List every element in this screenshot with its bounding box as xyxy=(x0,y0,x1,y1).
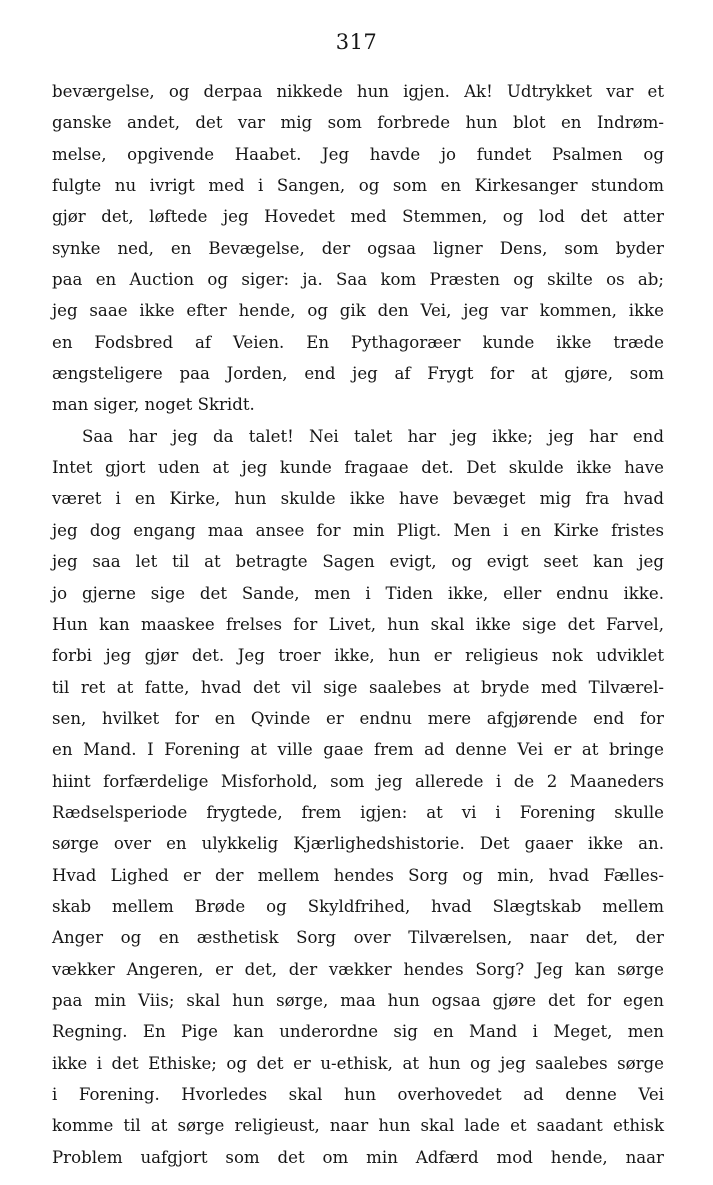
text-line: Regning. En Pige kan underordne sig en Mand i Meget, men xyxy=(52,1022,664,1042)
text-line: ganske andet, det var mig som forbrede hun blot en Indrøm- xyxy=(52,113,664,133)
text-line: ængsteligere paa Jorden, end jeg af Frygt for at gjøre, som xyxy=(52,364,664,384)
text-line: beværgelse, og derpaa nikkede hun igjen. Ak! Udtrykket var et xyxy=(52,82,664,101)
text-line: Saa har jeg da talet! Nei talet har jeg ikke; jeg har end xyxy=(82,426,664,446)
text-line: gjør det, løftede jeg Hovedet med Stemmen, og lod det atter xyxy=(52,207,664,227)
text-line: ikke i det Ethiske; og det er u-ethisk, at hun og jeg saalebes sørge xyxy=(52,1053,664,1073)
text-line: Hun kan maaskee frelses for Livet, hun skal ikke sige det Farvel, xyxy=(52,614,664,634)
text-line: forbi jeg gjør det. Jeg troer ikke, hun er religieus nok udviklet xyxy=(52,646,664,666)
text-line: paa min Viis; skal hun sørge, maa hun ogsaa gjøre det for egen xyxy=(52,990,664,1010)
text-line: været i en Kirke, hun skulde ikke have bevæget mig fra hvad xyxy=(52,489,664,509)
text-line: en Mand. I Forening at ville gaae frem ad denne Vei er at bringe xyxy=(52,740,664,760)
text-line: paa en Auction og siger: ja. Saa kom Præsten og skilte os ab; xyxy=(52,270,664,290)
text-line: sørge over en ulykkelig Kjærlighedshistorie. Det gaaer ikke an. xyxy=(52,834,664,854)
text-line: komme til at sørge religieust, naar hun skal lade et saadant ethisk xyxy=(52,1116,664,1136)
text-line: jeg dog engang maa ansee for min Pligt. Men i en Kirke fristes xyxy=(52,520,664,540)
page-number: 317 xyxy=(335,30,378,54)
text-line: i Forening. Hvorledes skal hun overhovedet ad denne Vei xyxy=(52,1085,664,1104)
text-line: jeg saae ikke efter hende, og gik den Vei, jeg var kommen, ikke xyxy=(52,301,664,321)
text-line: Rædselsperiode frygtede, frem igjen: at vi i Forening skulle xyxy=(52,802,664,822)
text-line: vækker Angeren, er det, der vækker hendes Sorg? Jeg kan sørge xyxy=(52,959,664,979)
text-line: hiint forfærdelige Misforhold, som jeg allerede i de 2 Maaneders xyxy=(52,771,664,791)
text-line: skab mellem Brøde og Skyldfrihed, hvad Slægtskab mellem xyxy=(52,896,664,916)
text-line: Problem uafgjort som det om min Adfærd mod hende, naar xyxy=(52,1147,664,1167)
text-line: man siger, noget Skridt. xyxy=(52,395,255,415)
text-line: Hvad Lighed er der mellem hendes Sorg og min, hvad Fælles- xyxy=(52,865,664,885)
text-line: melse, opgivende Haabet. Jeg havde jo fundet Psalmen og xyxy=(52,144,664,164)
text-line: Intet gjort uden at jeg kunde fragaae det. Det skulde ikke have xyxy=(52,458,664,478)
text-line: Anger og en æsthetisk Sorg over Tilværelsen, naar det, der xyxy=(52,928,664,948)
text-line: jo gjerne sige det Sande, men i Tiden ikke, eller endnu ikke. xyxy=(52,583,664,603)
text-line: jeg saa let til at betragte Sagen evigt, og evigt seet kan jeg xyxy=(52,552,664,572)
body-text xyxy=(52,76,664,1173)
text-line: til ret at fatte, hvad det vil sige saalebes at bryde med Tilværel- xyxy=(52,677,664,697)
text-line: en Fodsbred af Veien. En Pythagoræer kunde ikke træde xyxy=(52,332,664,352)
text-line: fulgte nu ivrigt med i Sangen, og som en Kirkesanger stundom xyxy=(52,176,664,196)
text-line: sen, hvilket for en Qvinde er endnu mere afgjørende end for xyxy=(52,708,664,728)
text-line: synke ned, en Bevægelse, der ogsaa ligner Dens, som byder xyxy=(52,238,664,258)
